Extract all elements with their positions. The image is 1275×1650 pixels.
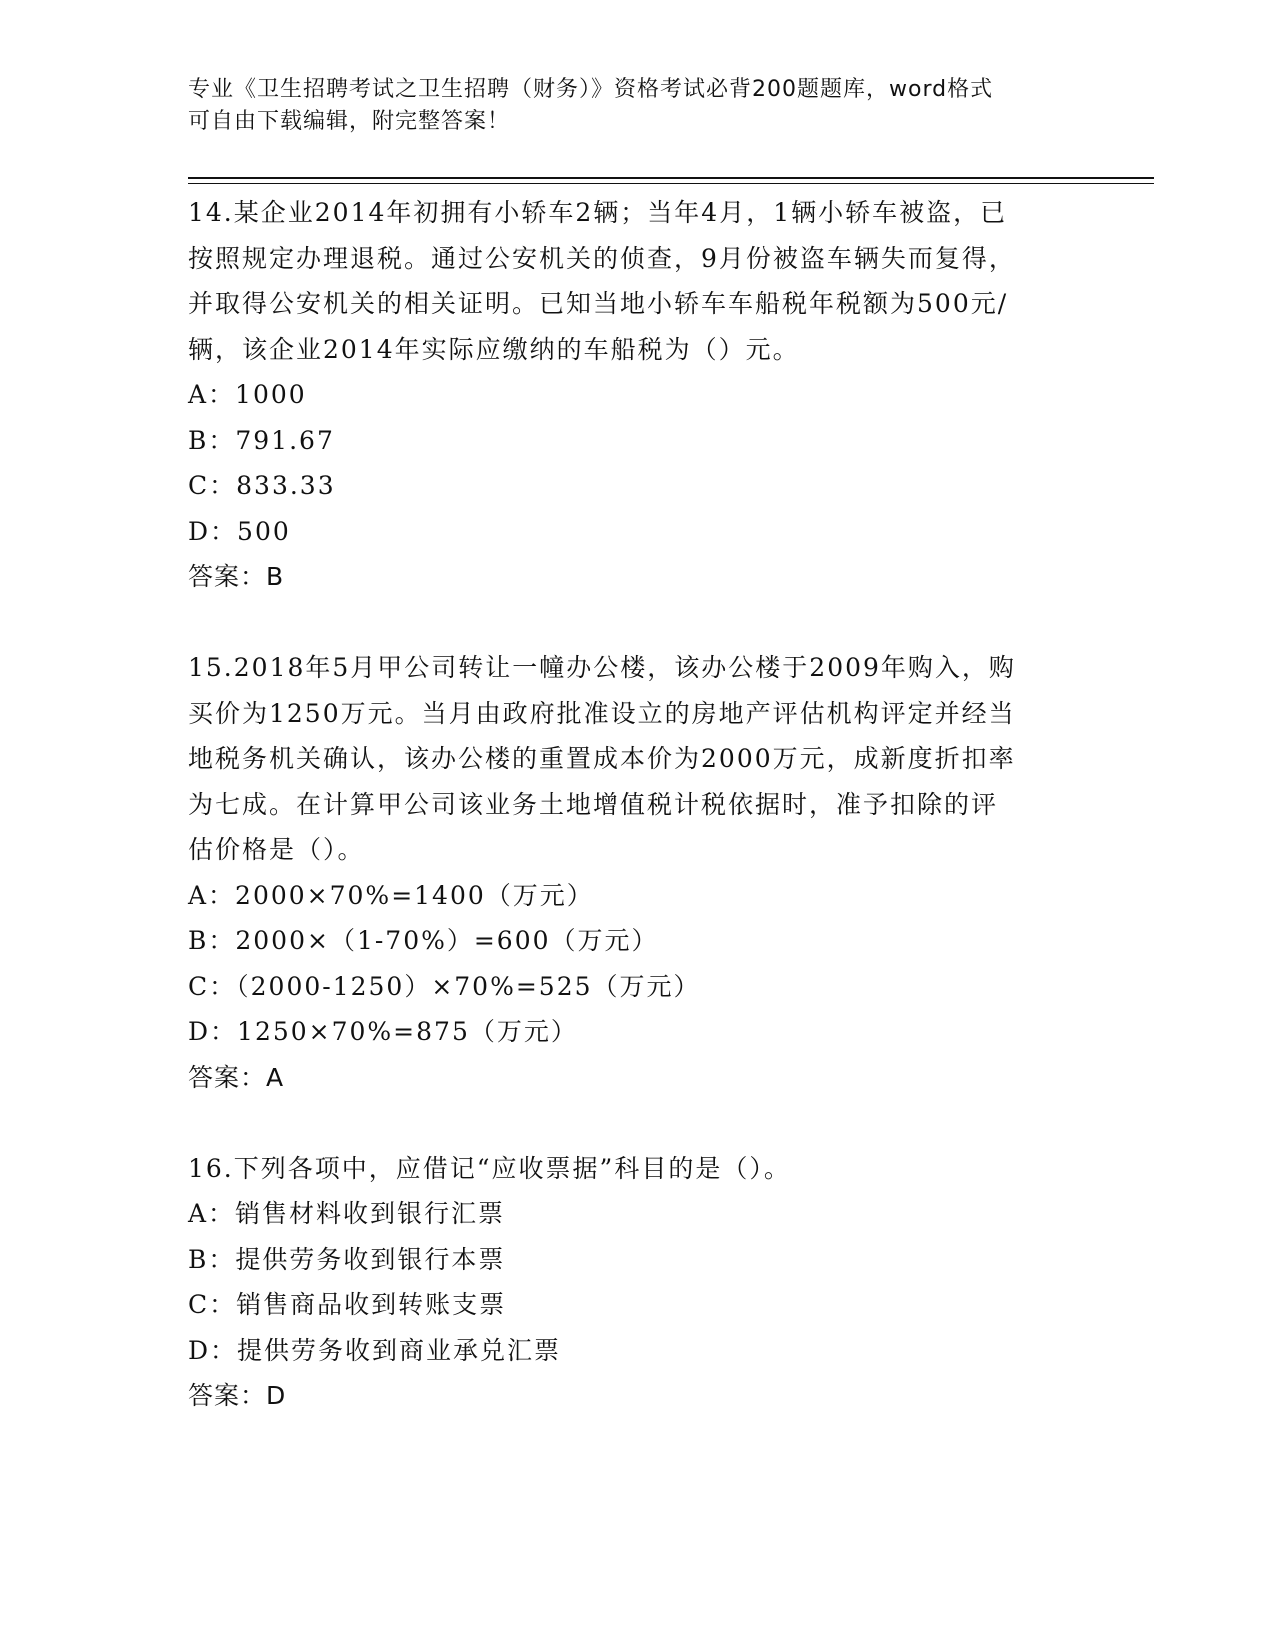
question-15 <box>188 645 1088 1100</box>
question-spacer <box>188 1100 1088 1146</box>
option-d: D：500 <box>188 516 291 546</box>
header-line-1: 专业《卫生招聘考试之卫生招聘（财务）》资格考试必背200题题库，word格式 <box>188 77 994 102</box>
document-header <box>188 74 1088 138</box>
stem-line: 并取得公安机关的相关证明。已知当地小轿车车船税年税额为500元/ <box>188 289 1009 318</box>
option-b: B：提供劳务收到银行本票 <box>188 1244 506 1274</box>
option-d: D：提供劳务收到商业承兑汇票 <box>188 1335 562 1365</box>
option-c: C：833.33 <box>188 471 336 500</box>
option-a: A：销售材料收到银行汇票 <box>188 1199 506 1228</box>
header-divider-thick <box>188 177 1154 179</box>
stem-line: 14.某企业2014年初拥有小轿车2辆；当年4月，1辆小轿车被盗，已 <box>188 198 1008 227</box>
answer: 答案：B <box>188 562 285 591</box>
stem-line: 买价为1250万元。当月由政府批准设立的房地产评估机构评定并经当 <box>188 698 1016 728</box>
stem-line: 16.下列各项中，应借记“应收票据”科目的是（）。 <box>188 1153 791 1183</box>
stem-line: 辆，该企业2014年实际应缴纳的车船税为（）元。 <box>188 334 800 364</box>
option-c: C：销售商品收到转账支票 <box>188 1290 507 1319</box>
question-stem <box>188 190 1088 372</box>
option-c: C：（2000-1250）×70%=525（万元） <box>188 971 701 1001</box>
stem-line: 15.2018年5月甲公司转让一幢办公楼，该办公楼于2009年购入，购 <box>188 653 1016 682</box>
option-a: A：1000 <box>188 380 307 409</box>
option-b: B：791.67 <box>188 425 335 455</box>
option-d: D：1250×70%=875（万元） <box>188 1017 578 1046</box>
question-stem <box>188 1146 1088 1192</box>
question-stem <box>188 645 1088 873</box>
question-16 <box>188 1146 1088 1419</box>
stem-line: 估价格是（）。 <box>188 835 365 864</box>
stem-line: 按照规定办理退税。通过公安机关的侦查，9月份被盗车辆失而复得， <box>188 243 1016 273</box>
question-14 <box>188 190 1088 600</box>
question-spacer <box>188 600 1088 646</box>
question-list <box>188 190 1088 1419</box>
header-line-2: 可自由下载编辑，附完整答案！ <box>188 109 511 134</box>
answer: 答案：D <box>188 1381 287 1410</box>
stem-line: 地税务机关确认，该办公楼的重置成本价为2000万元，成新度折扣率 <box>188 744 1016 773</box>
stem-line: 为七成。在计算甲公司该业务土地增值税计税依据时，准予扣除的评 <box>188 789 999 819</box>
answer: 答案：A <box>188 1062 285 1092</box>
header-divider-thin <box>188 183 1154 184</box>
option-a: A：2000×70%=1400（万元） <box>188 880 594 910</box>
option-b: B：2000×（1-70%）=600（万元） <box>188 926 659 955</box>
